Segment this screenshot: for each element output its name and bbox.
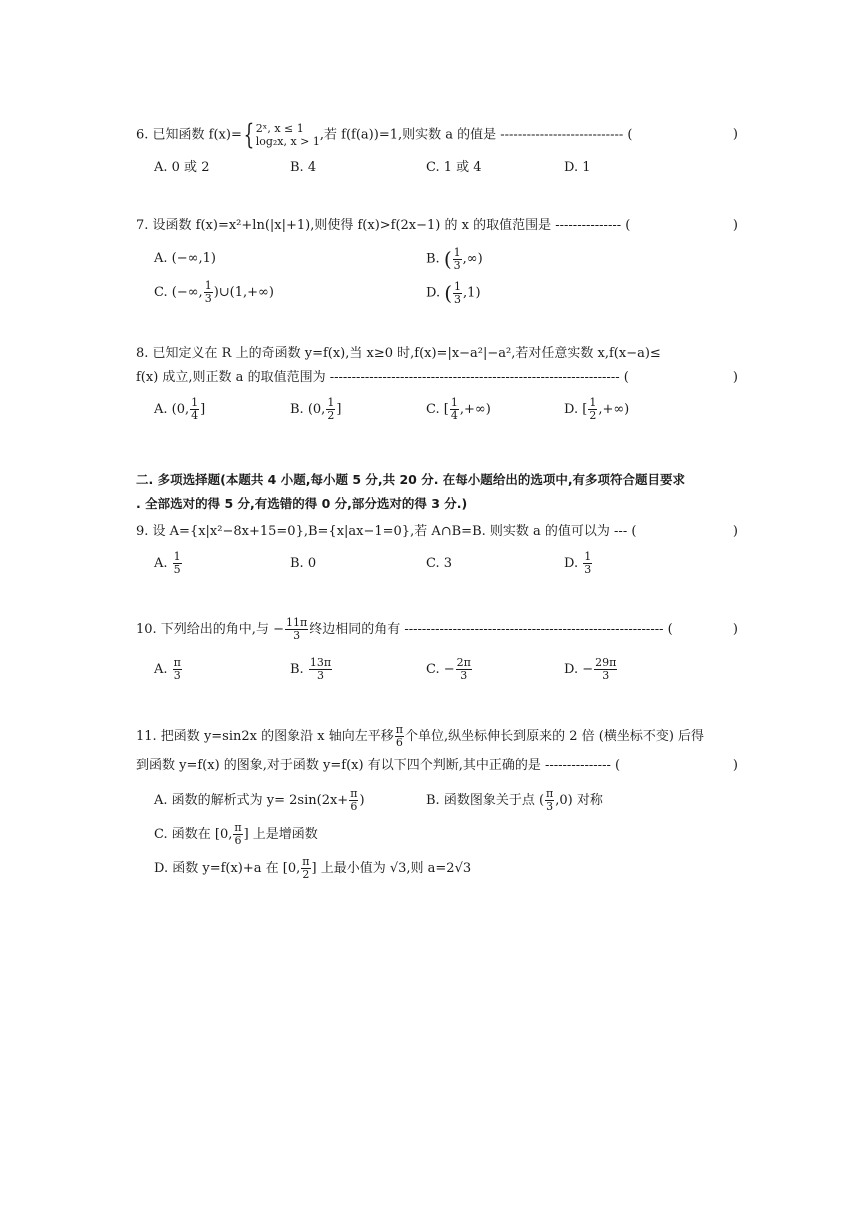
denominator: 3: [173, 669, 181, 682]
denominator: 3: [453, 258, 461, 272]
fraction: [204, 280, 213, 305]
numerator: 1: [589, 396, 597, 409]
option-a: [154, 546, 183, 582]
option-d: [564, 392, 629, 428]
option-c: [154, 818, 318, 852]
option-c: [426, 652, 473, 688]
numerator: π: [395, 723, 403, 736]
fraction: [583, 551, 592, 576]
question-8-options: [136, 392, 736, 428]
option-b-label: B.: [290, 662, 304, 677]
fraction: [301, 856, 310, 881]
brace-symbol: {: [243, 118, 255, 151]
denominator: 6: [234, 834, 242, 847]
piece-1: 2ˣ, x ≤ 1: [255, 122, 304, 135]
question-8-text: f(x) 成立,则正数 a 的取值范围为 ------------------------------------------------------------------ (: [136, 370, 629, 385]
piece-2: log₂x, x > 1: [255, 135, 320, 148]
question-10-head: 10. 下列给出的角中,与 −: [136, 622, 284, 637]
question-10-options: [136, 652, 736, 688]
option-d-label: D. −: [564, 662, 594, 677]
question-8-line-1: 8. 已知定义在 R 上的奇函数 y=f(x),当 x≥0 时,f(x)=|x−a²|−a²,若对任意实数 x,f(x−a)≤: [136, 346, 661, 361]
option-d-tail: ,+∞): [598, 402, 630, 417]
option-b: [290, 652, 333, 688]
denominator: 3: [460, 669, 468, 682]
fraction: [190, 397, 199, 422]
fraction: [395, 724, 404, 749]
question-10-stem: [136, 612, 736, 648]
numerator: 1: [204, 279, 212, 292]
option-b: B. 4: [290, 160, 317, 175]
answer-paren-close: ): [732, 758, 738, 773]
option-a: A. (−∞,1): [154, 251, 216, 266]
question-7: [136, 214, 736, 310]
option-c-label: C.: [154, 285, 168, 300]
denominator: 5: [173, 563, 181, 576]
option-c: [426, 392, 491, 428]
numerator: 1: [453, 245, 461, 259]
question-11-line-1: [136, 720, 736, 754]
option-a-head: (0,: [171, 402, 190, 417]
denominator: 6: [350, 800, 358, 813]
bracket: (: [443, 247, 452, 271]
option-a-label: A.: [154, 662, 168, 677]
option-d-label: D.: [564, 556, 579, 571]
option-c-label: C.: [426, 402, 440, 417]
question-6-stem: [136, 118, 736, 152]
question-11-option-c-row: [136, 818, 736, 852]
question-10: [136, 612, 736, 688]
fraction: [545, 788, 554, 813]
option-a-label: A.: [154, 402, 168, 417]
question-7-text: 7. 设函数 f(x)=x²+ln(|x|+1),则使得 f(x)>f(2x−1) 的 x 的取值范围是 --------------- (: [136, 218, 631, 233]
denominator: 2: [302, 868, 310, 881]
option-a: [154, 392, 205, 428]
fraction: [450, 397, 459, 422]
bracket: (: [444, 281, 453, 305]
question-6: [136, 118, 736, 180]
option-a: A. 0 或 2: [154, 160, 210, 175]
denominator: 4: [450, 409, 458, 422]
option-d: [564, 652, 618, 688]
numerator: 1: [450, 396, 458, 409]
fraction: [285, 617, 308, 642]
option-d: [426, 276, 481, 311]
option-a-head: A. 函数的解析式为 y= 2sin(2x+: [154, 793, 349, 808]
fraction: [349, 788, 358, 813]
question-7-options-row-1: [136, 242, 736, 276]
option-d: [564, 546, 593, 582]
piecewise-function: [256, 122, 320, 148]
option-b-head: B. 函数图象关于点 (: [426, 793, 545, 808]
option-c-head: [: [443, 402, 449, 417]
question-11-options-ab: [136, 784, 736, 818]
fraction: [173, 657, 182, 682]
numerator: 1: [584, 550, 592, 563]
question-10-tail: 终边相同的角有 ----------------------------------------------------------- (: [309, 622, 673, 637]
option-d-head: D. 函数 y=f(x)+a 在 [0,: [154, 861, 301, 876]
numerator: 1: [191, 396, 199, 409]
option-b-tail: ]: [336, 402, 342, 417]
question-11-text: 到函数 y=f(x) 的图象,对于函数 y=f(x) 有以下四个判断,其中正确的是 --------------- (: [136, 758, 621, 773]
option-c-head: (−∞,: [171, 285, 203, 300]
question-11-line-2: [136, 754, 736, 778]
question-11-option-d-row: [136, 852, 736, 886]
denominator: 3: [454, 292, 462, 306]
question-11-head: 11. 把函数 y=sin2x 的图象沿 x 轴向左平移: [136, 729, 394, 744]
option-c-tail: ,+∞): [459, 402, 491, 417]
question-6-options: [136, 156, 736, 180]
fraction: [453, 281, 462, 306]
option-b-label: B.: [426, 251, 440, 267]
question-9-stem: [136, 520, 736, 544]
answer-paren-close: ): [732, 127, 738, 142]
option-c-tail: ] 上是增函数: [243, 827, 318, 842]
numerator: 29π: [595, 656, 617, 669]
section-2-line-1: 二. 多项选择题(本题共 4 小题,每小题 5 分,共 20 分. 在每小题给出的选项中,有多项符合题目要求: [136, 472, 686, 487]
numerator: π: [234, 821, 242, 834]
numerator: π: [173, 656, 181, 669]
option-a-tail: ]: [200, 402, 206, 417]
option-b: [290, 392, 341, 428]
numerator: π: [546, 787, 554, 800]
option-b-head: (0,: [307, 402, 326, 417]
numerator: π: [350, 787, 358, 800]
fraction: [309, 657, 332, 682]
section-2-heading: [136, 468, 736, 516]
question-7-stem: [136, 214, 736, 238]
answer-paren-close: ): [732, 524, 738, 539]
question-6-prefix: 6. 已知函数 f(x)=: [136, 127, 242, 143]
denominator: 3: [602, 669, 610, 682]
answer-paren-close: ): [732, 370, 738, 385]
option-a: [154, 784, 365, 818]
numerator: 13π: [309, 656, 332, 669]
question-9: [136, 520, 736, 582]
option-c: C. 1 或 4: [426, 160, 482, 175]
option-c-head: C. 函数在 [0,: [154, 827, 233, 842]
question-8: [136, 342, 736, 428]
fraction: [326, 397, 335, 422]
option-d-tail: ] 上最小值为 √3,则 a=2√3: [311, 861, 472, 876]
option-b-tail: ,0) 对称: [555, 793, 603, 808]
question-9-text: 9. 设 A={x|x²−8x+15=0},B={x|ax−1=0},若 A∩B=B. 则实数 a 的值可以为 --- (: [136, 524, 637, 539]
option-b: [426, 242, 483, 277]
option-c-tail: )∪(1,+∞): [213, 285, 274, 300]
answer-paren-close: ): [732, 218, 738, 233]
option-d: D. 1: [564, 160, 591, 175]
fraction: [594, 657, 617, 682]
option-b-label: B.: [290, 402, 304, 417]
fraction: [233, 822, 242, 847]
numerator: 2π: [456, 656, 471, 669]
option-b-tail: ,∞): [462, 251, 483, 267]
numerator: π: [302, 855, 310, 868]
denominator: 6: [395, 736, 403, 749]
denominator: 3: [546, 800, 554, 813]
fraction: [173, 551, 182, 576]
denominator: 3: [316, 669, 324, 682]
option-c: C. 3: [426, 556, 453, 571]
option-a-label: A.: [154, 556, 168, 571]
question-7-options-row-2: [136, 276, 736, 310]
option-d-tail: ,1): [463, 285, 481, 301]
question-11-tail: 个单位,纵坐标伸长到原来的 2 倍 (横坐标不变) 后得: [404, 729, 705, 744]
option-d: [154, 852, 471, 886]
fraction: [453, 247, 462, 272]
option-b: B. 0: [290, 556, 317, 571]
option-b: [426, 784, 603, 818]
answer-paren-close: ): [732, 622, 738, 637]
numerator: 1: [454, 279, 462, 293]
numerator: 11π: [285, 616, 308, 629]
denominator: 3: [584, 563, 592, 576]
question-8-line-2: [136, 366, 736, 390]
fraction: [456, 657, 472, 682]
section-2-line-2: . 全部选对的得 5 分,有选错的得 0 分,部分选对的得 3 分.): [136, 496, 468, 511]
option-d-label: D.: [564, 402, 579, 417]
question-11: [136, 720, 736, 886]
numerator: 1: [173, 550, 181, 563]
question-6-suffix: ,若 f(f(a))=1,则实数 a 的值是 ---------------------------- (: [319, 127, 633, 143]
denominator: 2: [327, 409, 335, 422]
option-c: [154, 276, 274, 310]
question-9-options: [136, 546, 736, 582]
numerator: 1: [327, 396, 335, 409]
fraction: [588, 397, 597, 422]
denominator: 3: [204, 292, 212, 305]
option-c-label: C. −: [426, 662, 455, 677]
option-d-label: D.: [426, 285, 441, 301]
option-a: [154, 652, 183, 688]
denominator: 3: [293, 629, 301, 642]
option-a-tail: ): [359, 793, 365, 808]
denominator: 2: [589, 409, 597, 422]
option-d-head: [: [582, 402, 588, 417]
denominator: 4: [191, 409, 199, 422]
